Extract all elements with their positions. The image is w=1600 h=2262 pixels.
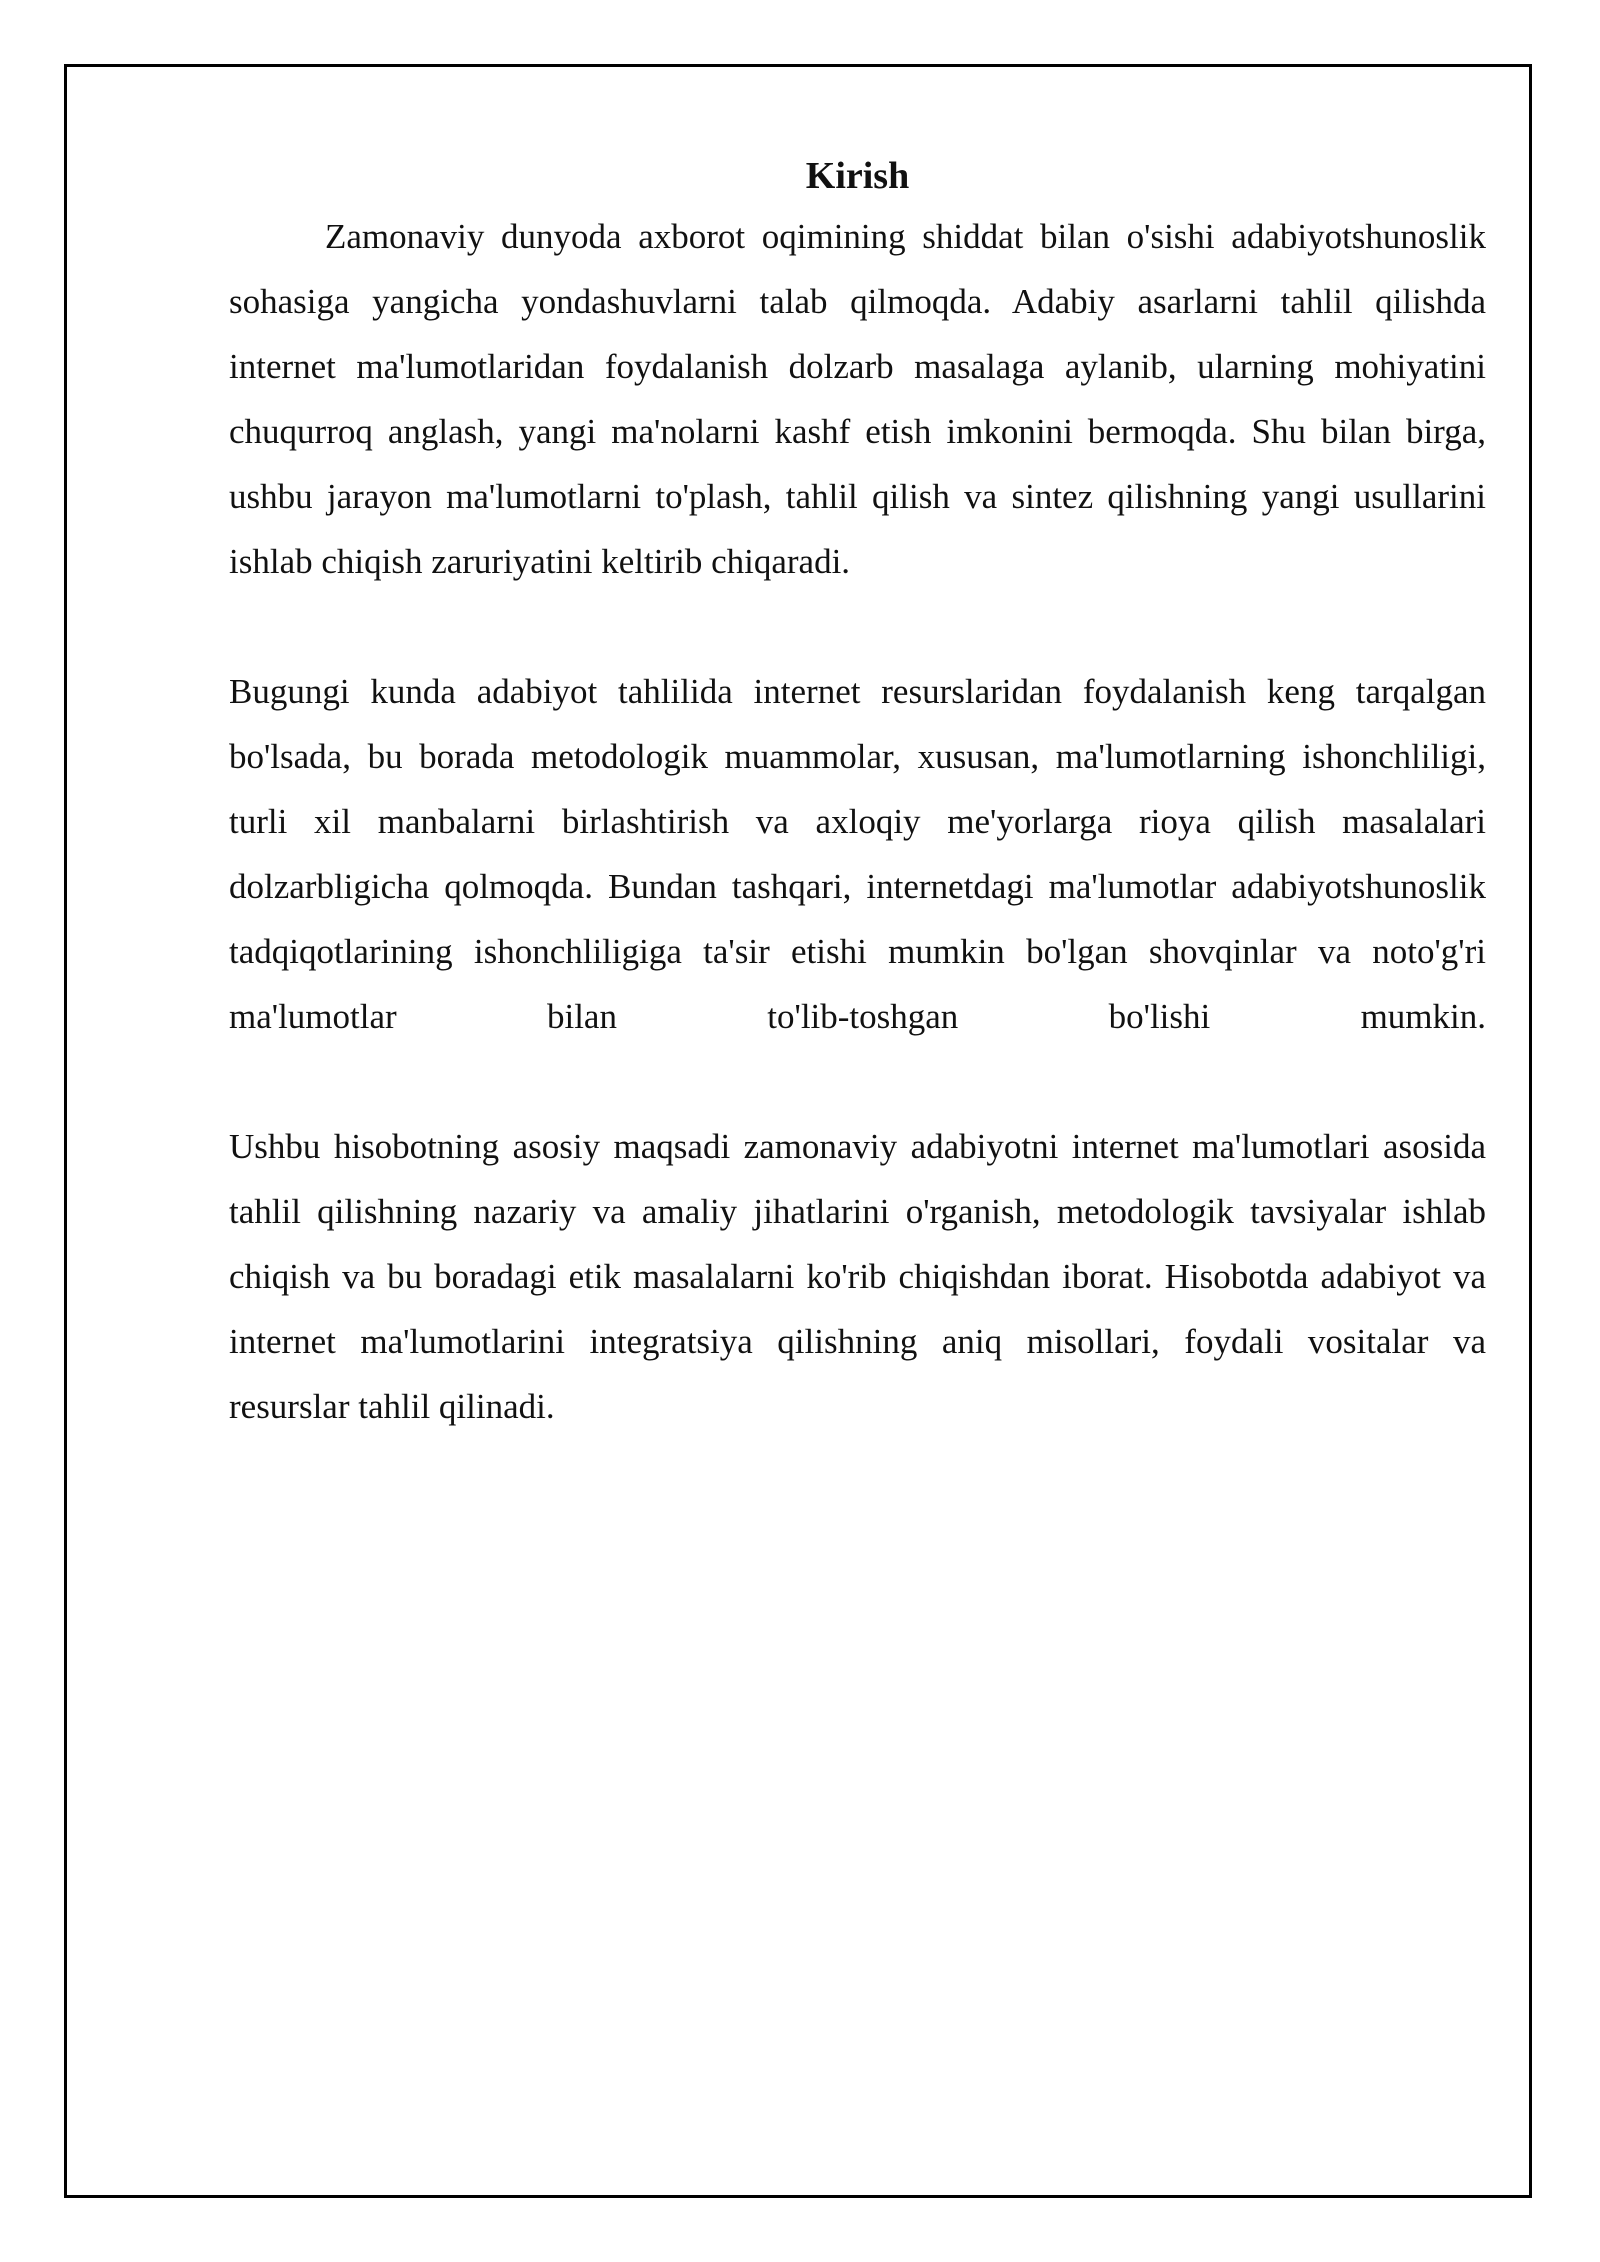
paragraph-spacer: [229, 1049, 1486, 1114]
page-title: Kirish: [805, 155, 910, 197]
paragraph-spacer: [229, 594, 1486, 659]
paragraph-2: Bugungi kunda adabiyot tahlilida internet resurslaridan foydalanish keng tarqalgan bo'lsada, bu borada metodologik muammolar, xususan, ma'lumotlarning ishonchliligi, turli xil manbalarni birlashtirish va axloqiy me'yorlarga rioya qilish masalalari dolzarbligicha qolmoqda. Bundan tashqari, internetdagi ma'lumotlar adabiyotshunoslik tadqiqotlarining ishonchliligiga ta'sir etishi mumkin bo'lgan shovqinlar va noto'g'ri ma'lumotlar bilan to'lib-toshgan bo'lishi mumkin.: [229, 672, 1486, 1036]
paragraph-3: Ushbu hisobotning asosiy maqsadi zamonaviy adabiyotni internet ma'lumotlari asosida tahlil qilishning nazariy va amaliy jihatlarini o'rganish, metodologik tavsiyalar ishlab chiqish va bu boradagi etik masalalarni ko'rib chiqishdan iborat. Hisobotda adabiyot va internet ma'lumotlarini integratsiya qilishning aniq misollari, foydali vositalar va resurslar tahlil qilinadi.: [229, 1127, 1486, 1426]
paragraph-1: Zamonaviy dunyoda axborot oqimining shiddat bilan o'sishi adabiyotshunoslik sohasiga yangicha yondashuvlarni talab qilmoqda. Adabiy asarlarni tahlil qilishda internet ma'lumotlaridan foydalanish dolzarb masalaga aylanib, ularning mohiyatini chuqurroq anglash, yangi ma'nolarni kashf etish imkonini bermoqda. Shu bilan birga, ushbu jarayon ma'lumotlarni to'plash, tahlil qilish va sintez qilishning yangi usullarini ishlab chiqish zaruriyatini keltirib chiqaradi.: [229, 217, 1486, 581]
document-body: [229, 150, 1486, 1439]
